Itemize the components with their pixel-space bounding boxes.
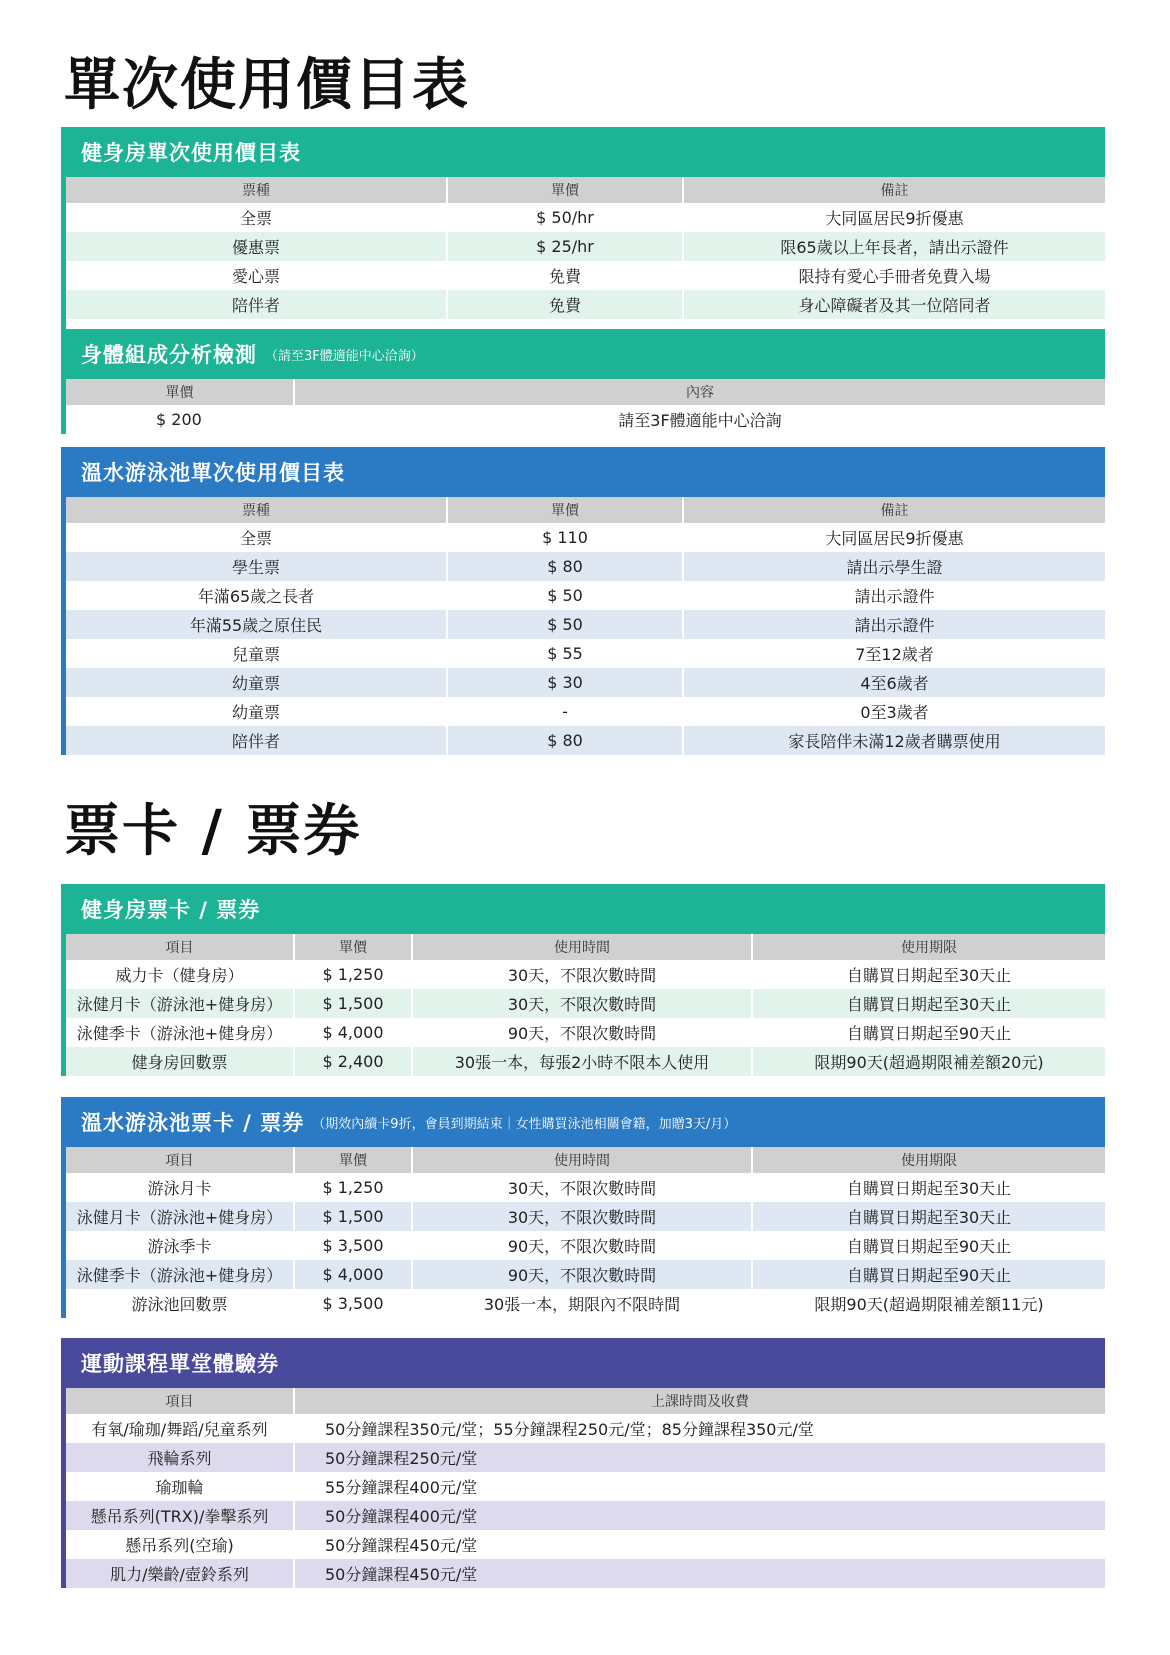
table-row: [66, 639, 1105, 668]
table-row: [66, 989, 1105, 1018]
table-cell: 50分鐘課程400元/堂: [294, 1501, 1105, 1530]
table-row: [66, 261, 1105, 290]
section-title: 運動課程單堂體驗券: [81, 1352, 279, 1376]
table-cell: 自購買日期起至30天止: [752, 1202, 1105, 1231]
table-header-row: [66, 1388, 1105, 1414]
table-cell: $ 25/hr: [447, 232, 683, 261]
column-header: 單價: [447, 497, 683, 523]
column-header: 單價: [294, 934, 412, 960]
table-row: [66, 1443, 1105, 1472]
section-accent-bar: [61, 447, 66, 755]
table-cell: $ 200: [66, 405, 294, 434]
table-cell: 游泳池回數票: [66, 1289, 294, 1318]
page-title-tickets: 票卡 / 票券: [64, 799, 362, 864]
table-cell: 0至3歲者: [860, 703, 929, 722]
table-cell: 限65歲以上年長者，請出示證件: [683, 232, 1105, 261]
table-cell: 身心障礙者及其一位陪同者: [683, 290, 1105, 319]
table-cell: 泳健月卡（游泳池+健身房）: [66, 1202, 294, 1231]
table-cell: 陪伴者: [66, 290, 447, 319]
section-accent-bar: [61, 329, 66, 434]
column-header: 票種: [66, 177, 447, 203]
table-row: [66, 232, 1105, 261]
table-cell: 泳健季卡（游泳池+健身房）: [66, 1018, 294, 1047]
table-cell: 威力卡（健身房）: [66, 960, 294, 989]
gym-single-use-table: [66, 177, 1105, 337]
column-header: 備註: [683, 177, 1105, 203]
table-cell: 30天，不限次數時間: [412, 960, 752, 989]
table-cell: 50分鐘課程350元/堂；55分鐘課程250元/堂；85分鐘課程350元/堂: [325, 1420, 814, 1439]
table-cell: 泳健季卡（游泳池+健身房）: [66, 1260, 294, 1289]
table-cell: 30天，不限次數時間: [412, 1202, 752, 1231]
table-row: [66, 1414, 1105, 1443]
body-composition-table: [66, 379, 1105, 434]
table-cell: $ 55: [447, 639, 683, 668]
table-row: [66, 203, 1105, 232]
table-cell: 飛輪系列: [66, 1443, 294, 1472]
pool-single-use-table: [66, 497, 1105, 755]
table-cell: 肌力/樂齡/壺鈴系列: [66, 1559, 294, 1588]
section-header: [61, 329, 1105, 379]
table-cell: 自購買日期起至30天止: [846, 1179, 1012, 1198]
table-cell: 50分鐘課程250元/堂: [294, 1443, 1105, 1472]
table-cell: 7至12歲者: [855, 645, 934, 664]
column-header: 使用時間: [412, 934, 752, 960]
table-row: [66, 581, 1105, 610]
table-header-row: [66, 177, 1105, 203]
courses-section: [61, 1338, 1105, 1588]
table-cell: $ 1,500: [294, 1202, 412, 1231]
table-row: [66, 668, 1105, 697]
table-cell: $ 1,250: [294, 1173, 412, 1202]
table-row: [66, 1472, 1105, 1501]
table-cell: $ 4,000: [294, 1260, 412, 1289]
table-cell: 50分鐘課程450元/堂: [294, 1559, 1105, 1588]
table-cell: $ 50: [447, 581, 683, 610]
table-cell: 年滿55歲之原住民: [66, 610, 447, 639]
gym-cards-table: [66, 934, 1105, 1076]
table-cell: 免費: [447, 261, 683, 290]
table-cell: 30天，不限次數時間: [412, 989, 752, 1018]
table-cell: 優惠票: [66, 232, 447, 261]
table-cell: 50分鐘課程450元/堂: [325, 1536, 478, 1555]
table-cell: $ 1,500: [294, 989, 412, 1018]
table-row: [66, 405, 1105, 434]
table-header-row: [66, 497, 1105, 523]
section-header: [61, 127, 1105, 177]
section-accent-bar: [61, 884, 66, 1076]
section-note: （期效內續卡9折，會員到期結束｜女性購買泳池相關會籍，加贈3天/月）: [312, 1116, 737, 1132]
table-row: [66, 1202, 1105, 1231]
table-cell: 90天，不限次數時間: [412, 1231, 752, 1260]
column-header: 單價: [294, 1147, 412, 1173]
table-row: [66, 697, 1105, 726]
gym-single-use-section: [61, 127, 1105, 337]
table-cell: 30天，不限次數時間: [412, 1173, 752, 1202]
table-cell: $ 50: [447, 610, 683, 639]
table-row: [66, 552, 1105, 581]
table-cell: 自購買日期起至30天止: [752, 989, 1105, 1018]
table-row: [66, 523, 1105, 552]
table-cell: 有氧/瑜珈/舞蹈/兒童系列: [66, 1414, 294, 1443]
table-cell: $ 3,500: [294, 1231, 412, 1260]
table-row: [66, 1231, 1105, 1260]
table-header-row: [66, 934, 1105, 960]
table-cell: 90天，不限次數時間: [412, 1018, 752, 1047]
table-row: [66, 1018, 1105, 1047]
table-cell: 請至3F體適能中心洽詢: [618, 411, 782, 430]
section-accent-bar: [61, 1338, 66, 1588]
section-note: （請至3F體適能中心洽詢）: [265, 348, 424, 364]
table-cell: 4至6歲者: [683, 668, 1105, 697]
section-header: [61, 1338, 1105, 1388]
section-title: 溫水游泳池票卡 / 票券: [81, 1111, 305, 1135]
table-header-row: [66, 1147, 1105, 1173]
table-cell: 90天，不限次數時間: [412, 1260, 752, 1289]
table-cell: 游泳季卡: [66, 1231, 294, 1260]
table-row: [66, 290, 1105, 319]
section-title: 身體組成分析檢測: [81, 343, 257, 367]
table-cell: 自購買日期起至90天止: [752, 1260, 1105, 1289]
table-cell: 自購買日期起至90天止: [846, 1237, 1012, 1256]
table-cell: $ 30: [447, 668, 683, 697]
table-cell: 年滿65歲之長者: [66, 581, 447, 610]
table-cell: 家長陪伴未滿12歲者購票使用: [683, 726, 1105, 755]
table-cell: 30張一本，每張2小時不限本人使用: [412, 1047, 752, 1076]
column-header: 票種: [66, 497, 447, 523]
table-cell: 懸吊系列(空瑜): [66, 1530, 294, 1559]
table-row: [66, 726, 1105, 755]
table-cell: 幼童票: [66, 668, 447, 697]
table-cell: 30張一本，期限內不限時間: [412, 1289, 752, 1318]
table-cell: 請出示證件: [854, 587, 935, 606]
table-cell: 限持有愛心手冊者免費入場: [798, 267, 991, 286]
column-header: 項目: [66, 1388, 294, 1414]
section-accent-bar: [61, 1097, 66, 1318]
column-header: 單價: [66, 379, 294, 405]
table-cell: $ 3,500: [294, 1289, 412, 1318]
table-cell: 自購買日期起至30天止: [846, 966, 1012, 985]
table-row: [66, 1173, 1105, 1202]
gym-cards-section: [61, 884, 1105, 1076]
body-composition-section: [61, 329, 1105, 434]
table-cell: $ 80: [447, 726, 683, 755]
section-title: 溫水游泳池單次使用價目表: [81, 461, 345, 485]
table-cell: 自購買日期起至90天止: [846, 1024, 1012, 1043]
section-accent-bar: [61, 127, 66, 337]
table-cell: 陪伴者: [66, 726, 447, 755]
table-cell: 免費: [447, 290, 683, 319]
page-title-single-use: 單次使用價目表: [64, 53, 470, 118]
table-cell: 全票: [66, 523, 447, 552]
table-cell: 請出示證件: [683, 610, 1105, 639]
column-header: 使用期限: [752, 934, 1105, 960]
courses-table: [66, 1388, 1105, 1588]
table-row: [66, 960, 1105, 989]
table-row: [66, 1501, 1105, 1530]
table-cell: -: [447, 697, 683, 726]
table-row: [66, 1530, 1105, 1559]
column-header: 項目: [66, 934, 294, 960]
table-cell: 學生票: [66, 552, 447, 581]
section-title: 健身房單次使用價目表: [81, 141, 301, 165]
table-cell: 兒童票: [66, 639, 447, 668]
table-cell: $ 110: [447, 523, 683, 552]
table-cell: 全票: [66, 203, 447, 232]
table-cell: 幼童票: [66, 697, 447, 726]
table-cell: 大同區居民9折優惠: [825, 529, 964, 548]
table-cell: 健身房回數票: [66, 1047, 294, 1076]
table-cell: $ 4,000: [294, 1018, 412, 1047]
table-cell: 懸吊系列(TRX)/拳擊系列: [66, 1501, 294, 1530]
pool-cards-section: [61, 1097, 1105, 1318]
column-header: 內容: [294, 379, 1105, 405]
table-cell: $ 2,400: [294, 1047, 412, 1076]
table-cell: 大同區居民9折優惠: [825, 209, 964, 228]
pool-cards-table: [66, 1147, 1105, 1318]
section-header: [61, 884, 1105, 934]
table-row: [66, 1559, 1105, 1588]
table-cell: $ 1,250: [294, 960, 412, 989]
table-cell: 限期90天(超過期限補差額20元): [752, 1047, 1105, 1076]
table-cell: 愛心票: [66, 261, 447, 290]
column-header: 項目: [66, 1147, 294, 1173]
table-row: [66, 610, 1105, 639]
table-header-row: [66, 379, 1105, 405]
table-cell: 請出示學生證: [683, 552, 1105, 581]
section-header: [61, 447, 1105, 497]
column-header: 上課時間及收費: [294, 1388, 1105, 1414]
table-cell: 55分鐘課程400元/堂: [325, 1478, 478, 1497]
table-cell: 限期90天(超過期限補差額11元): [814, 1295, 1044, 1314]
column-header: 使用時間: [412, 1147, 752, 1173]
table-cell: 瑜珈輪: [66, 1472, 294, 1501]
table-cell: 游泳月卡: [66, 1173, 294, 1202]
table-cell: 泳健月卡（游泳池+健身房）: [66, 989, 294, 1018]
pool-single-use-section: [61, 447, 1105, 755]
column-header: 使用期限: [752, 1147, 1105, 1173]
table-cell: $ 50/hr: [447, 203, 683, 232]
table-row: [66, 1289, 1105, 1318]
table-row: [66, 1260, 1105, 1289]
table-row: [66, 1047, 1105, 1076]
section-header: [61, 1097, 1105, 1147]
column-header: 單價: [447, 177, 683, 203]
table-cell: $ 80: [447, 552, 683, 581]
section-title: 健身房票卡 / 票券: [81, 898, 261, 922]
column-header: 備註: [683, 497, 1105, 523]
